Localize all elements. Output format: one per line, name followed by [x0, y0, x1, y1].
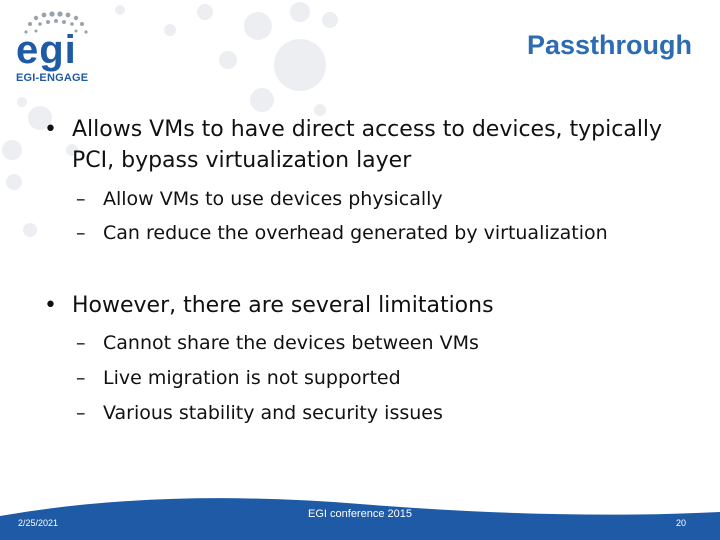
egi-logo-wordmark: egi — [16, 28, 77, 72]
bullet-dot-icon: • — [44, 117, 57, 142]
sub-bullet-item — [76, 330, 696, 356]
egi-engage-label: EGI-ENGAGE — [16, 72, 89, 84]
sub-bullet-text: Various stability and security issues — [103, 402, 443, 424]
bullet-item — [44, 114, 684, 176]
sub-bullet-item — [76, 400, 696, 426]
sub-bullet-text: Cannot share the devices between VMs — [103, 332, 479, 354]
bullet-text: However, there are several limitations — [72, 293, 494, 318]
bullet-item — [44, 290, 684, 321]
bullet-text: Allows VMs to have direct access to devices, typically PCI, bypass virtualization layer — [72, 117, 663, 173]
dash-icon: – — [76, 188, 86, 210]
dash-icon: – — [76, 222, 86, 244]
dash-icon: – — [76, 332, 86, 354]
sub-bullet-text: Can reduce the overhead generated by virtualization — [103, 222, 608, 244]
sub-bullet-text: Live migration is not supported — [103, 367, 401, 389]
bullet-dot-icon: • — [44, 293, 57, 318]
footer-event-label: EGI conference 2015 — [308, 508, 412, 520]
sub-bullet-item — [76, 365, 696, 391]
footer-date: 2/25/2021 — [18, 518, 59, 528]
slide-title: Passthrough — [526, 30, 692, 60]
dash-icon: – — [76, 367, 86, 389]
sub-bullet-item — [76, 220, 696, 246]
page-number: 20 — [676, 518, 687, 528]
dash-icon: – — [76, 402, 86, 424]
sub-bullet-item — [76, 186, 696, 212]
sub-bullet-text: Allow VMs to use devices physically — [103, 188, 443, 210]
